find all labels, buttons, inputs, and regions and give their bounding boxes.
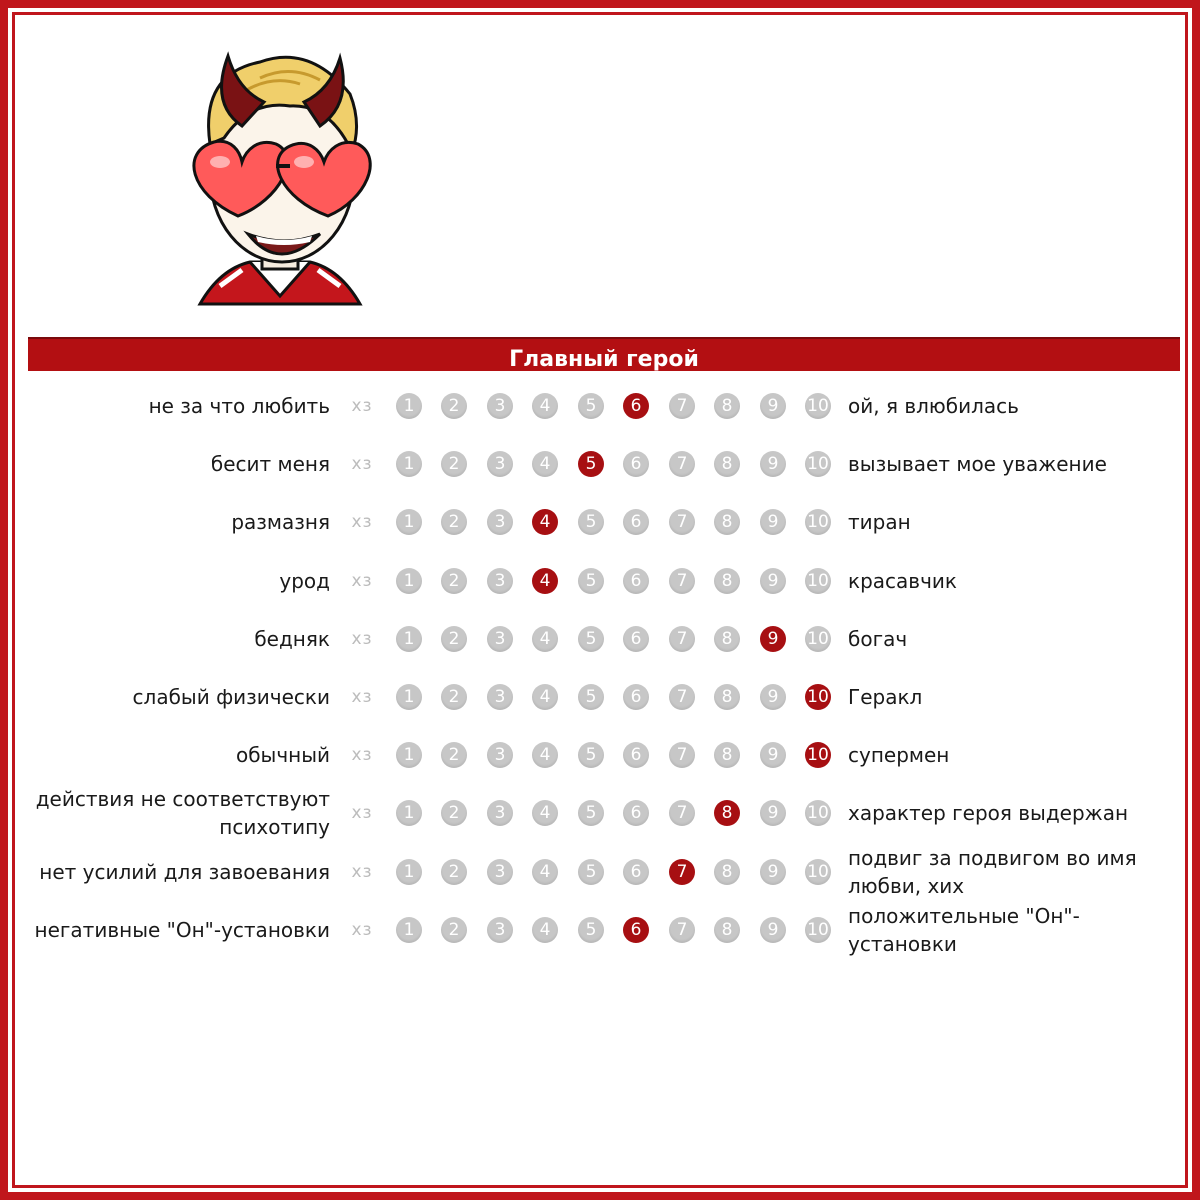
left-pole-label: бедняк <box>254 626 330 651</box>
rating-option[interactable]: 3 <box>487 451 513 477</box>
rating-option[interactable]: 9 <box>760 684 786 710</box>
rating-option[interactable]: 3 <box>487 393 513 419</box>
rating-option-selected[interactable]: 7 <box>669 859 695 885</box>
rating-option[interactable]: 4 <box>532 684 558 710</box>
rating-option[interactable]: 4 <box>532 742 558 768</box>
rating-option[interactable]: 8 <box>714 742 740 768</box>
rating-option[interactable]: 1 <box>396 626 422 652</box>
rating-option[interactable]: 1 <box>396 859 422 885</box>
rating-option[interactable]: 8 <box>714 626 740 652</box>
rating-option[interactable]: 9 <box>760 393 786 419</box>
left-pole-label: обычный <box>235 743 330 768</box>
rating-option[interactable]: 6 <box>623 451 649 477</box>
left-pole-label: размазня <box>231 510 330 535</box>
rating-option[interactable]: 8 <box>714 917 740 943</box>
rating-option[interactable]: 9 <box>760 917 786 943</box>
rating-option[interactable]: 5 <box>578 568 604 594</box>
rating-option[interactable]: 1 <box>396 742 422 768</box>
rating-option[interactable]: 3 <box>487 684 513 710</box>
right-pole-label: подвиг за подвигом во имя любви, хих <box>848 845 1137 898</box>
dont-know-option[interactable]: хз <box>351 512 373 533</box>
right-pole-label: ой, я влюбилась <box>848 394 1019 418</box>
rating-option[interactable]: 9 <box>760 859 786 885</box>
rating-option-selected[interactable]: 10 <box>805 684 831 710</box>
rating-option[interactable]: 4 <box>532 451 558 477</box>
rating-option-selected[interactable]: 4 <box>532 509 558 535</box>
rating-option[interactable]: 10 <box>805 800 831 826</box>
right-pole-label: красавчик <box>848 568 957 593</box>
right-pole-label: Геракл <box>848 685 923 709</box>
rating-option[interactable]: 9 <box>760 509 786 535</box>
rating-option[interactable]: 6 <box>623 800 649 826</box>
rating-option[interactable]: 7 <box>669 509 695 535</box>
rating-option[interactable]: 6 <box>623 684 649 710</box>
dont-know-option[interactable]: хз <box>351 745 373 766</box>
rating-option[interactable]: 10 <box>805 626 831 652</box>
rating-option[interactable]: 7 <box>669 684 695 710</box>
rating-option[interactable]: 1 <box>396 393 422 419</box>
rating-option[interactable]: 8 <box>714 568 740 594</box>
rating-row <box>0 904 1200 956</box>
dont-know-option[interactable]: хз <box>351 919 373 940</box>
rating-option[interactable]: 2 <box>441 742 467 768</box>
rating-option[interactable]: 7 <box>669 451 695 477</box>
rating-row <box>0 787 1200 839</box>
rating-option[interactable]: 1 <box>396 917 422 943</box>
rating-option[interactable]: 2 <box>441 509 467 535</box>
right-pole-label: богач <box>848 626 908 651</box>
right-pole-label: вызывает мое уважение <box>848 452 1107 477</box>
rating-option[interactable]: 7 <box>669 742 695 768</box>
rating-option[interactable]: 5 <box>578 800 604 826</box>
rating-option[interactable]: 7 <box>669 800 695 826</box>
rating-option[interactable]: 6 <box>623 742 649 768</box>
rating-option[interactable]: 2 <box>441 859 467 885</box>
rating-option[interactable]: 3 <box>487 800 513 826</box>
rating-option-selected[interactable]: 5 <box>578 451 604 477</box>
rating-option[interactable]: 9 <box>760 568 786 594</box>
rating-option[interactable]: 4 <box>532 859 558 885</box>
rating-option-selected[interactable]: 8 <box>714 800 740 826</box>
rating-option[interactable]: 3 <box>487 509 513 535</box>
rating-option[interactable]: 4 <box>532 393 558 419</box>
rating-option[interactable]: 2 <box>441 568 467 594</box>
left-pole-label: не за что любить <box>148 394 330 418</box>
rating-option[interactable]: 3 <box>487 859 513 885</box>
left-pole-label: слабый физически <box>132 685 330 709</box>
rating-option[interactable]: 6 <box>623 626 649 652</box>
rating-option[interactable]: 1 <box>396 684 422 710</box>
rating-option[interactable]: 2 <box>441 626 467 652</box>
rating-option[interactable]: 10 <box>805 509 831 535</box>
page-title: Главный герой <box>28 337 1180 371</box>
dont-know-option[interactable]: хз <box>351 454 373 475</box>
rating-option-selected[interactable]: 10 <box>805 742 831 768</box>
rating-option[interactable]: 7 <box>669 626 695 652</box>
rating-option[interactable]: 4 <box>532 917 558 943</box>
rating-option[interactable]: 1 <box>396 800 422 826</box>
rating-option[interactable]: 10 <box>805 393 831 419</box>
rating-option[interactable]: 8 <box>714 451 740 477</box>
rating-option[interactable]: 4 <box>532 626 558 652</box>
right-pole-label: тиран <box>848 510 911 535</box>
rating-row <box>0 380 1200 432</box>
rating-option[interactable]: 6 <box>623 568 649 594</box>
rating-row <box>0 729 1200 781</box>
rating-option[interactable]: 5 <box>578 917 604 943</box>
rating-option[interactable]: 1 <box>396 509 422 535</box>
right-pole-label: характер героя выдержан <box>848 801 1129 826</box>
rating-option[interactable]: 3 <box>487 917 513 943</box>
rating-option[interactable]: 10 <box>805 917 831 943</box>
rating-option[interactable]: 2 <box>441 917 467 943</box>
dont-know-option[interactable]: хз <box>351 861 373 882</box>
rating-option[interactable]: 10 <box>805 859 831 885</box>
rating-option[interactable]: 6 <box>623 859 649 885</box>
left-pole-label: бесит меня <box>210 452 330 477</box>
rating-option[interactable]: 2 <box>441 393 467 419</box>
rating-row <box>0 613 1200 665</box>
rating-option[interactable]: 9 <box>760 800 786 826</box>
rating-option[interactable]: 2 <box>441 684 467 710</box>
left-pole-label: урод <box>279 568 330 593</box>
rating-row <box>0 555 1200 607</box>
rating-option-selected[interactable]: 4 <box>532 568 558 594</box>
rating-option[interactable]: 6 <box>623 509 649 535</box>
devil-avatar-image <box>180 34 380 312</box>
rating-option[interactable]: 3 <box>487 626 513 652</box>
rating-option[interactable]: 4 <box>532 800 558 826</box>
rating-option[interactable]: 1 <box>396 451 422 477</box>
rating-option[interactable]: 9 <box>760 451 786 477</box>
left-pole-label: нет усилий для завоевания <box>39 859 330 884</box>
rating-option[interactable]: 7 <box>669 393 695 419</box>
dont-know-option[interactable]: хз <box>351 628 373 649</box>
dont-know-option[interactable]: хз <box>351 396 373 416</box>
rating-option[interactable]: 9 <box>760 742 786 768</box>
rating-option-selected[interactable]: 6 <box>623 917 649 943</box>
rating-option-selected[interactable]: 9 <box>760 626 786 652</box>
rating-option[interactable]: 5 <box>578 859 604 885</box>
rating-option-selected[interactable]: 6 <box>623 393 649 419</box>
rating-option[interactable]: 10 <box>805 568 831 594</box>
rating-option[interactable]: 3 <box>487 742 513 768</box>
rating-row <box>0 496 1200 548</box>
dont-know-option[interactable]: хз <box>351 687 373 707</box>
right-pole-label: положительные "Он"-установки <box>848 903 1080 956</box>
rating-option[interactable]: 5 <box>578 393 604 419</box>
rating-option[interactable]: 7 <box>669 917 695 943</box>
rating-row <box>0 438 1200 490</box>
rating-row <box>0 846 1200 898</box>
left-pole-label: действия не соответствуют психотипу <box>35 787 330 840</box>
rating-option[interactable]: 2 <box>441 800 467 826</box>
rating-option[interactable]: 5 <box>578 509 604 535</box>
rating-option[interactable]: 7 <box>669 568 695 594</box>
rating-option[interactable]: 5 <box>578 626 604 652</box>
rating-option[interactable]: 5 <box>578 742 604 768</box>
dont-know-option[interactable]: хз <box>351 570 373 591</box>
rating-row <box>0 671 1200 723</box>
rating-option[interactable]: 2 <box>441 451 467 477</box>
rating-option[interactable]: 10 <box>805 451 831 477</box>
left-pole-label: негативные "Он"-установки <box>34 917 330 942</box>
dont-know-option[interactable]: хз <box>351 803 373 824</box>
rating-option[interactable]: 5 <box>578 684 604 710</box>
rating-option[interactable]: 8 <box>714 509 740 535</box>
rating-option[interactable]: 3 <box>487 568 513 594</box>
rating-option[interactable]: 8 <box>714 859 740 885</box>
rating-option[interactable]: 8 <box>714 684 740 710</box>
right-pole-label: супермен <box>848 743 950 768</box>
rating-option[interactable]: 8 <box>714 393 740 419</box>
rating-option[interactable]: 1 <box>396 568 422 594</box>
